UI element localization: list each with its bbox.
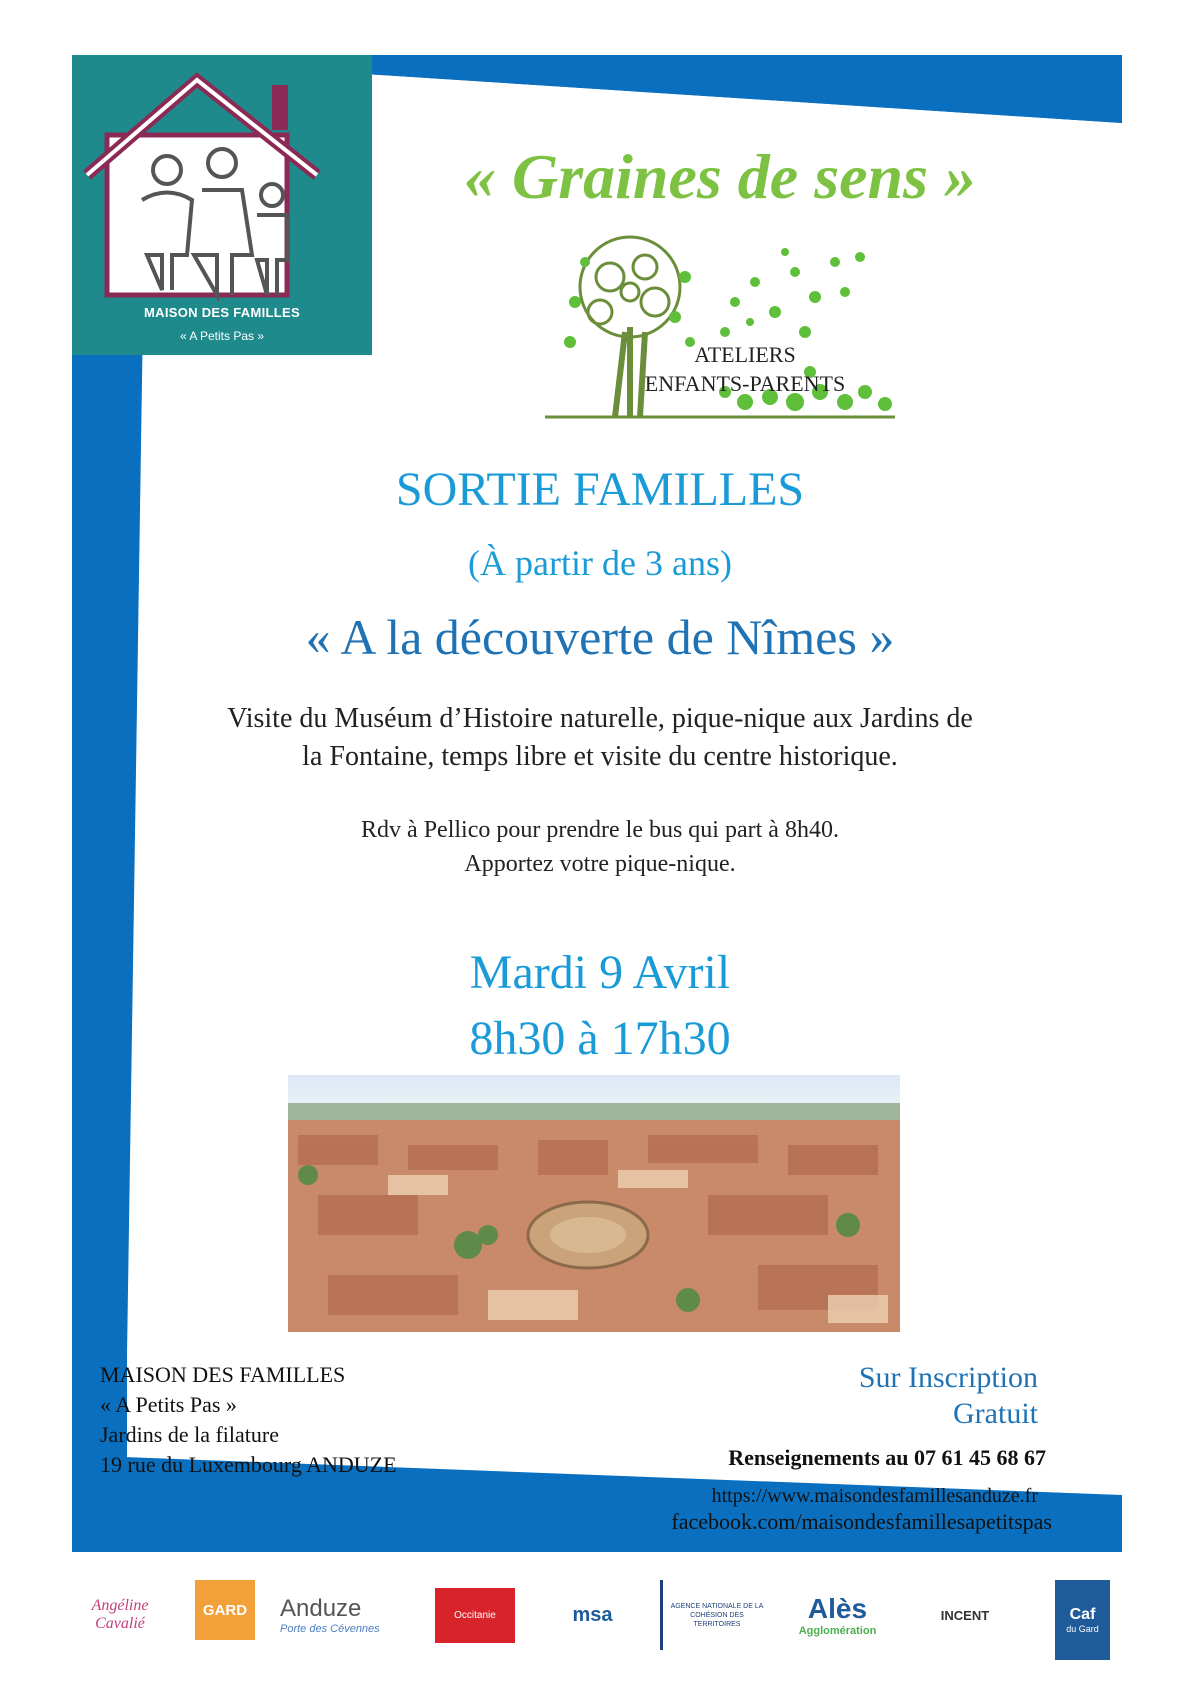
partner-logos bbox=[70, 1580, 1130, 1670]
maison-des-familles-logo bbox=[72, 55, 372, 355]
caf-name: Caf bbox=[1069, 1606, 1096, 1623]
event-date: Mardi 9 Avril bbox=[469, 946, 731, 999]
angeline-line2: Cavalié bbox=[95, 1615, 145, 1632]
nimes-aerial-photo bbox=[288, 1075, 900, 1332]
desc-line: Visite du Muséum d’Histoire naturelle, pique-nique aux Jardins de bbox=[227, 703, 973, 734]
page-title: « Graines de sens » bbox=[463, 141, 977, 212]
ateliers-label bbox=[610, 340, 880, 398]
samuel-vincent-logo: INCENT bbox=[940, 1607, 990, 1623]
rdv-line: Apportez votre pique-nique. bbox=[464, 851, 736, 877]
inscription-block bbox=[720, 1360, 1038, 1432]
address-line: « A Petits Pas » bbox=[100, 1392, 237, 1417]
anduze-name: Anduze bbox=[280, 1595, 362, 1622]
logo-subtitle: « A Petits Pas » bbox=[179, 329, 265, 343]
gard-logo: GARD bbox=[195, 1580, 255, 1640]
address-line: Jardins de la filature bbox=[100, 1422, 279, 1447]
tree-icon bbox=[545, 232, 925, 432]
inscription-label: Sur Inscription bbox=[858, 1361, 1038, 1394]
contact-phone: Renseignements au 07 61 45 68 67 bbox=[728, 1445, 1046, 1470]
anduze-logo bbox=[280, 1580, 410, 1650]
event-date-block bbox=[250, 940, 950, 1072]
address-line: MAISON DES FAMILLES bbox=[100, 1362, 346, 1387]
ateliers-line1: ATELIERS bbox=[694, 342, 796, 367]
address-line: 19 rue du Luxembourg ANDUZE bbox=[100, 1452, 397, 1477]
facebook-link[interactable]: facebook.com/maisondesfamillesapetitspas bbox=[671, 1509, 1052, 1534]
ales-subtitle: Agglomération bbox=[798, 1625, 877, 1637]
caf-subtitle: du Gard bbox=[1066, 1624, 1099, 1634]
website-link[interactable]: https://www.maisondesfamillesanduze.fr bbox=[711, 1485, 1038, 1507]
msa-logo: msa bbox=[572, 1603, 613, 1626]
anct-logo: AGENCE NATIONALE DE LA COHÉSION DES TERRITOIRES bbox=[660, 1580, 767, 1650]
event-time: 8h30 à 17h30 bbox=[469, 1012, 731, 1065]
caf-logo bbox=[1055, 1580, 1110, 1660]
angeline-line1: Angéline bbox=[91, 1597, 149, 1614]
logo-title: MAISON DES FAMILLES bbox=[144, 305, 300, 320]
ales-agglomeration-logo bbox=[790, 1580, 885, 1650]
event-description bbox=[150, 700, 1050, 776]
anduze-subtitle: Porte des Cévennes bbox=[280, 1623, 380, 1635]
ales-name: Alès bbox=[807, 1593, 868, 1624]
event-heading: SORTIE FAMILLES bbox=[395, 463, 805, 516]
ateliers-line2: ENFANTS-PARENTS bbox=[644, 371, 846, 396]
desc-line: la Fontaine, temps libre et visite du centre historique. bbox=[302, 741, 898, 772]
event-subtitle: « A la découverte de Nîmes » bbox=[305, 609, 895, 665]
occitanie-logo: Occitanie bbox=[435, 1588, 515, 1643]
rdv-line: Rdv à Pellico pour prendre le bus qui part à 8h40. bbox=[361, 817, 839, 843]
gratuit-label: Gratuit bbox=[953, 1397, 1038, 1430]
angeline-cavalie-logo bbox=[80, 1580, 160, 1650]
event-meeting bbox=[150, 813, 1050, 881]
event-age: (À partir de 3 ans) bbox=[468, 543, 732, 583]
footer-address bbox=[100, 1360, 397, 1480]
